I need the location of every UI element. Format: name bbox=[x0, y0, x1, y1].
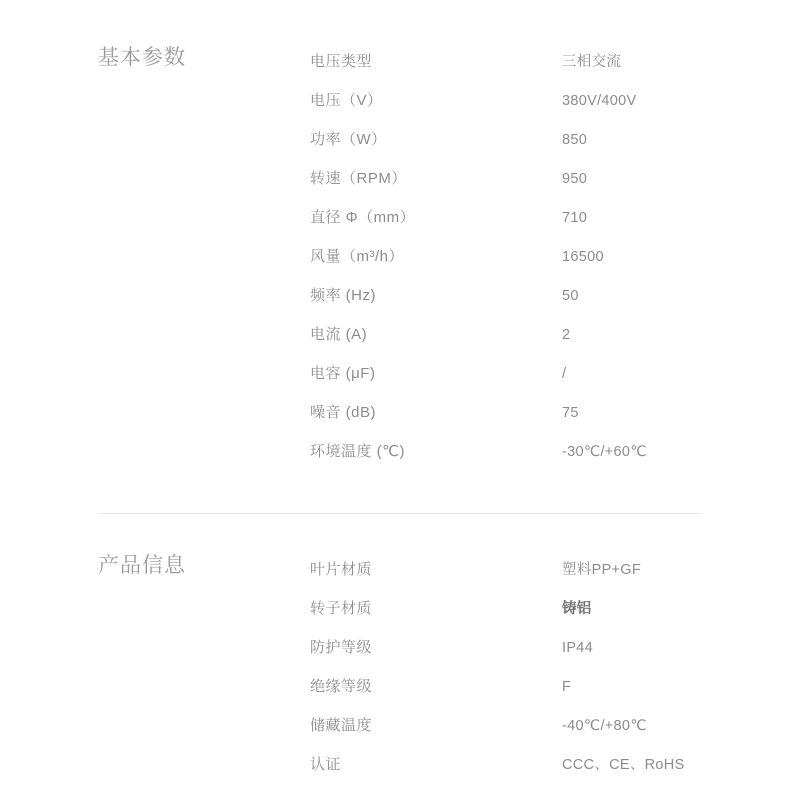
spec-row bbox=[310, 745, 760, 784]
spec-label: 环境温度 (℃) bbox=[310, 443, 406, 460]
spec-value: 50 bbox=[562, 288, 579, 304]
spec-value: 75 bbox=[562, 405, 579, 421]
spec-value: 850 bbox=[562, 132, 588, 148]
spec-label: 认证 bbox=[310, 756, 342, 773]
spec-row bbox=[310, 667, 760, 706]
spec-value: 塑料PP+GF bbox=[562, 562, 642, 578]
spec-label: 防护等级 bbox=[310, 639, 373, 656]
spec-value: IP44 bbox=[562, 640, 594, 656]
spec-row bbox=[310, 315, 760, 354]
spec-value: 710 bbox=[562, 210, 588, 226]
spec-label: 电压类型 bbox=[310, 53, 373, 70]
spec-label: 电压（V） bbox=[310, 92, 383, 109]
spec-row bbox=[310, 589, 760, 628]
spec-row bbox=[310, 393, 760, 432]
spec-row bbox=[310, 354, 760, 393]
section-divider-wrap bbox=[0, 471, 800, 514]
spec-row bbox=[310, 628, 760, 667]
spec-label: 绝缘等级 bbox=[310, 678, 373, 695]
spec-row bbox=[310, 198, 760, 237]
spec-label: 功率（W） bbox=[310, 131, 387, 148]
spec-label: 噪音 (dB) bbox=[310, 404, 377, 421]
spec-label: 频率 (Hz) bbox=[310, 287, 376, 304]
spec-value: 三相交流 bbox=[562, 54, 622, 70]
spec-table-product-information bbox=[310, 550, 760, 784]
spec-label: 直径 Φ（mm） bbox=[310, 209, 416, 226]
spec-row bbox=[310, 120, 760, 159]
spec-label: 电容 (μF) bbox=[310, 365, 376, 382]
spec-label: 转速（RPM） bbox=[310, 170, 407, 187]
spec-label: 转子材质 bbox=[310, 600, 373, 617]
spec-value: -30℃/+60℃ bbox=[562, 444, 647, 460]
spec-value: 16500 bbox=[562, 249, 604, 265]
spec-label: 叶片材质 bbox=[310, 561, 373, 578]
spec-table-basic-parameters bbox=[310, 42, 760, 471]
spec-value: CCC、CE、RoHS bbox=[562, 757, 685, 773]
spec-row bbox=[310, 276, 760, 315]
spec-label: 风量（m³/h） bbox=[310, 248, 405, 265]
spec-row bbox=[310, 432, 760, 471]
spec-value: 2 bbox=[562, 327, 571, 343]
spec-value: F bbox=[562, 679, 572, 695]
spec-value: / bbox=[562, 366, 567, 382]
spec-row bbox=[310, 159, 760, 198]
section-product-information bbox=[0, 514, 800, 784]
spec-row bbox=[310, 706, 760, 745]
section-title-product-information: 产品信息 bbox=[98, 554, 186, 577]
spec-value: 铸铝 bbox=[562, 601, 592, 617]
spec-label: 电流 (A) bbox=[310, 326, 368, 343]
spec-row bbox=[310, 550, 760, 589]
section-title-basic-parameters: 基本参数 bbox=[98, 46, 186, 69]
spec-value: -40℃/+80℃ bbox=[562, 718, 647, 734]
spec-row bbox=[310, 237, 760, 276]
spec-row bbox=[310, 81, 760, 120]
spec-value: 380V/400V bbox=[562, 93, 637, 109]
spec-row bbox=[310, 42, 760, 81]
spec-label: 储藏温度 bbox=[310, 717, 373, 734]
spec-value: 950 bbox=[562, 171, 588, 187]
